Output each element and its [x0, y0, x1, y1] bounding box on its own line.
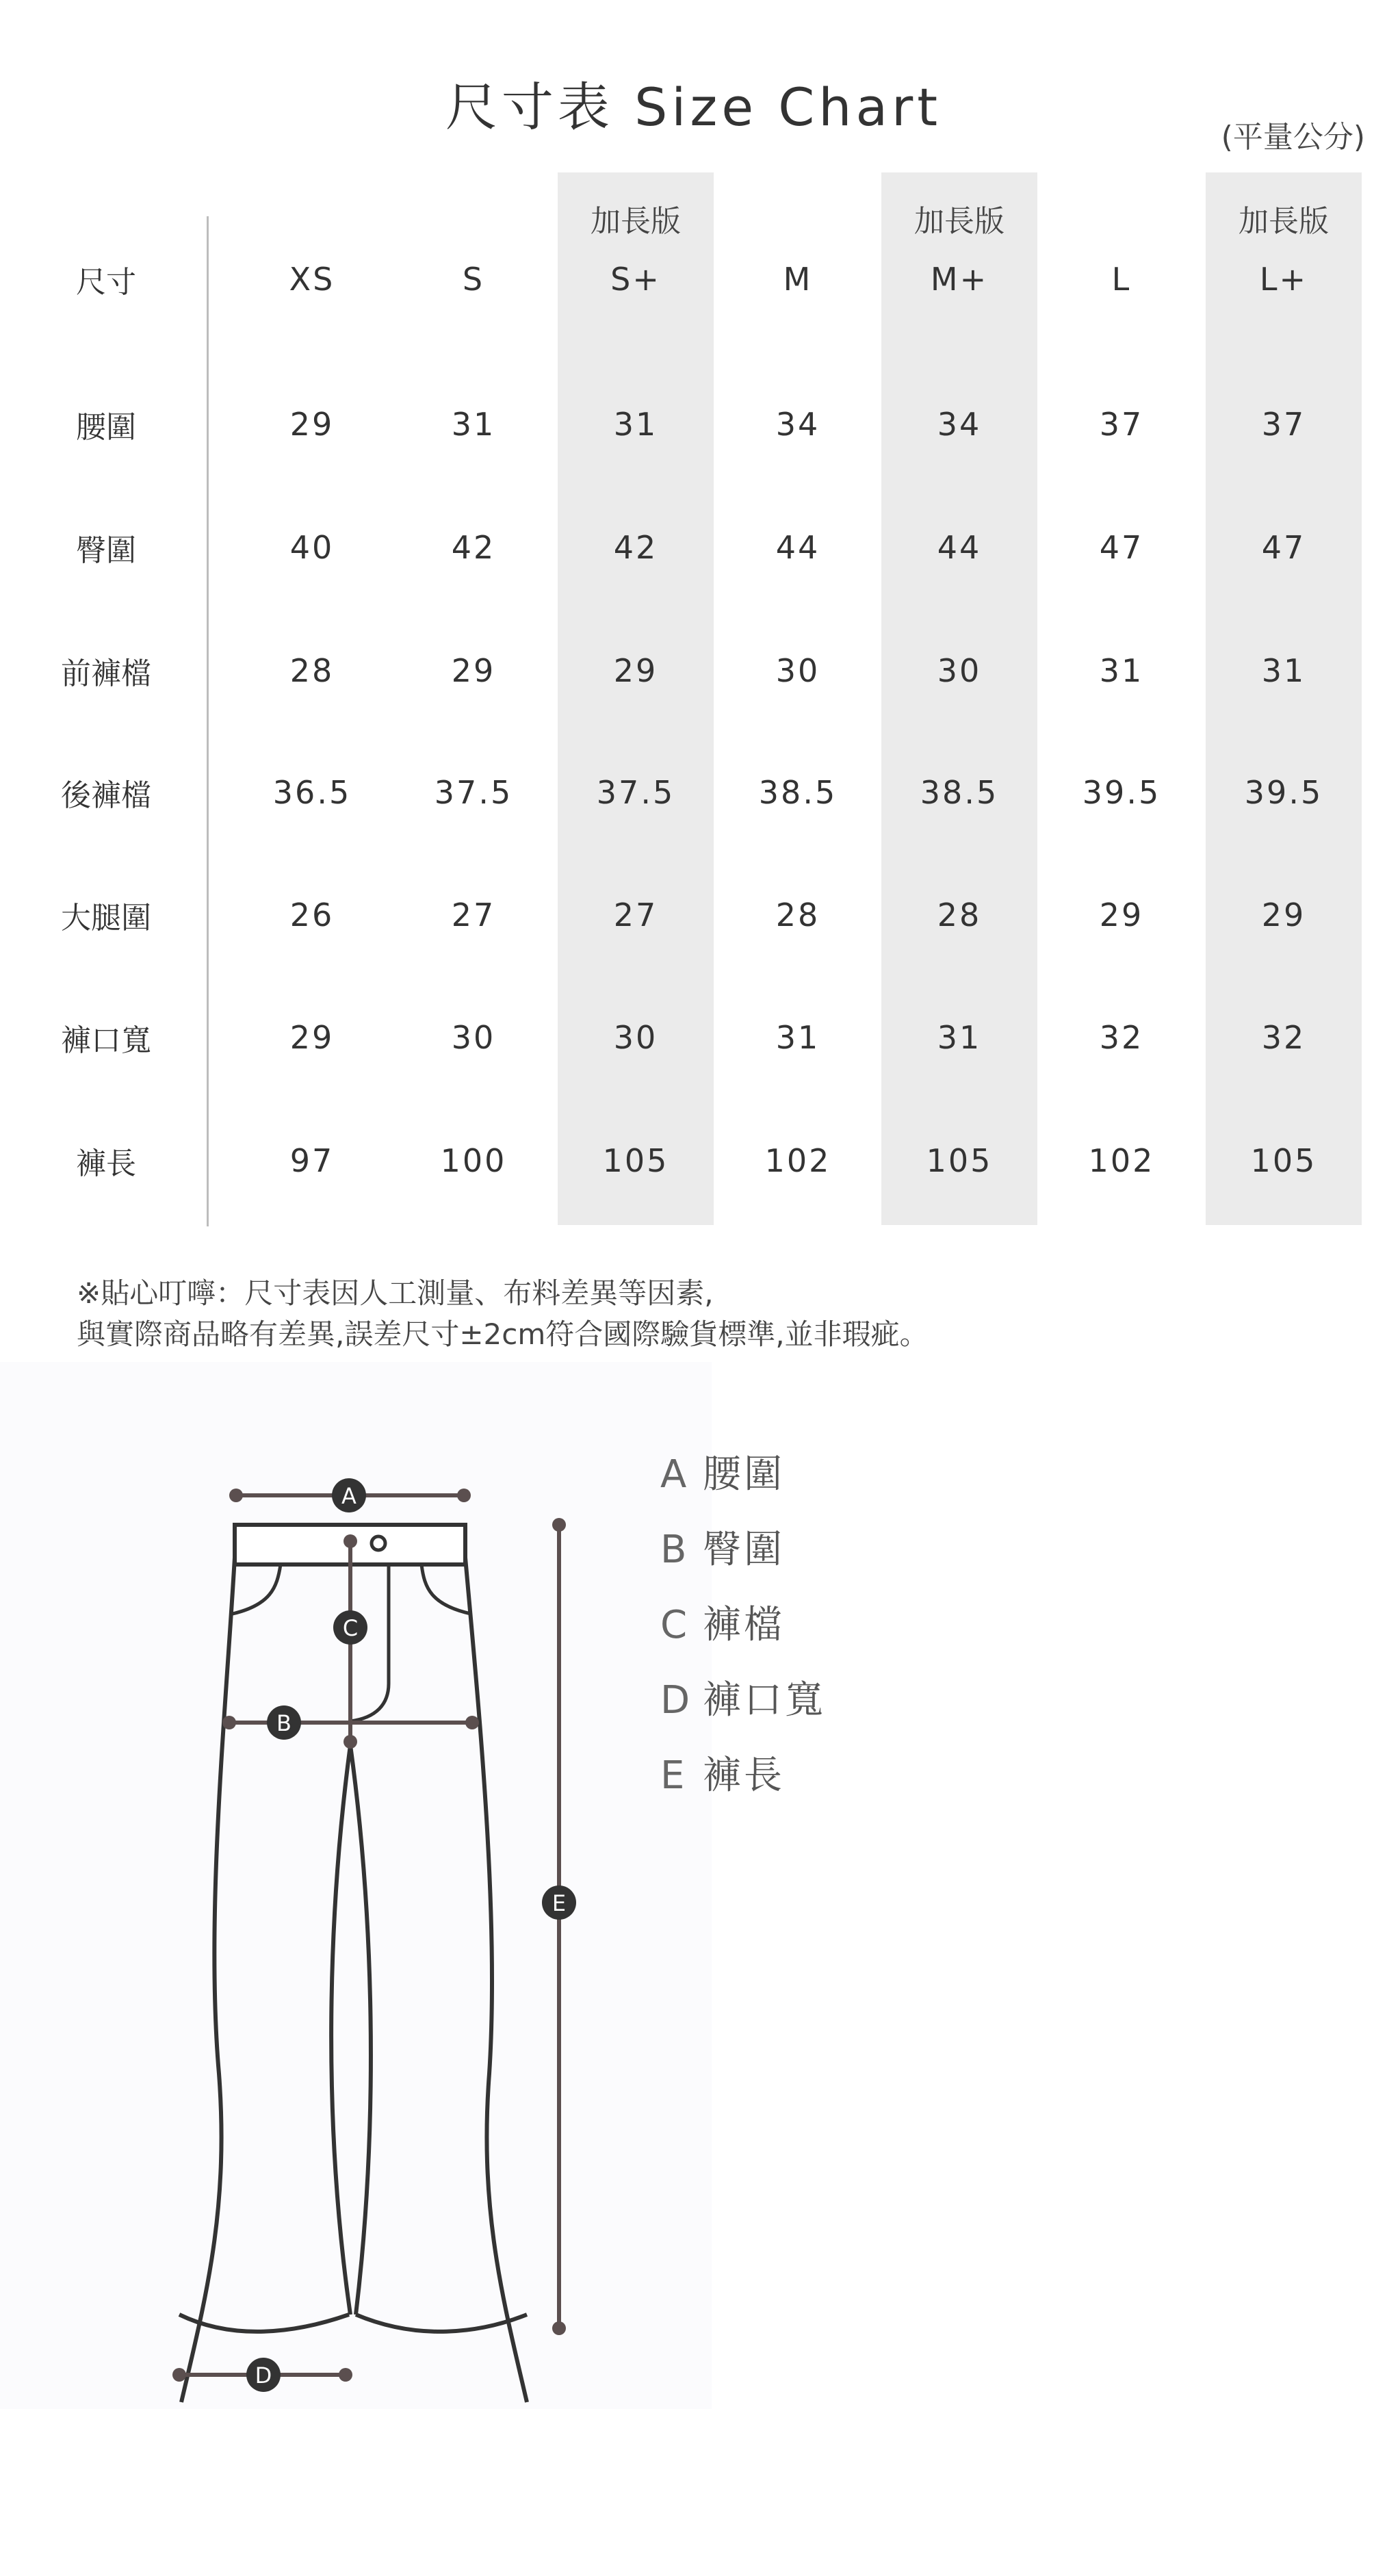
measure-endpoint [552, 1518, 566, 1532]
table-cell: 29 [1099, 897, 1144, 933]
table-cell: 29 [289, 406, 335, 443]
pocket-right [422, 1564, 471, 1614]
extended-column-highlight [881, 172, 1037, 1225]
legend-label: 褲口寬 [703, 1678, 826, 1723]
legend-letter: E [660, 1753, 688, 1798]
table-cell: 31 [1099, 652, 1144, 689]
size-header: L [1111, 261, 1132, 298]
measure-endpoint [465, 1716, 479, 1729]
legend-item-d [660, 1663, 826, 1738]
table-cell: 31 [775, 1019, 820, 1056]
table-divider [207, 216, 209, 1226]
table-cell: 27 [451, 897, 496, 933]
size-header: L+ [1259, 261, 1308, 298]
table-cell: 37.5 [596, 774, 675, 811]
table-cell: 102 [1088, 1142, 1155, 1179]
size-header: S [462, 261, 485, 298]
table-cell: 31 [1261, 652, 1306, 689]
inseam-left [331, 1745, 350, 2315]
care-note [77, 1273, 929, 1355]
table-cell: 28 [775, 897, 820, 933]
row-label: 腰圍 [76, 410, 136, 445]
legend-label: 臀圍 [703, 1528, 785, 1572]
measure-endpoint [229, 1489, 243, 1502]
marker-c-text: C [342, 1615, 359, 1641]
table-cell: 42 [613, 529, 658, 566]
page-title: 尺寸表 Size Chart [445, 77, 942, 138]
measure-endpoint [172, 2368, 186, 2382]
extended-column-highlight [558, 172, 714, 1225]
row-label: 褲口寬 [61, 1023, 151, 1058]
measure-endpoint [457, 1489, 471, 1502]
measure-endpoint [552, 2321, 566, 2335]
pocket-left [233, 1564, 281, 1614]
row-header-label: 尺寸 [76, 265, 136, 300]
table-cell: 44 [937, 529, 982, 566]
legend-letter: B [660, 1528, 690, 1572]
table-cell: 40 [289, 529, 335, 566]
pants-outline-left [181, 1558, 235, 2402]
table-cell: 102 [764, 1142, 831, 1179]
unit-label: (平量公分) [1221, 120, 1365, 155]
size-header: M+ [930, 261, 989, 298]
table-cell: 42 [451, 529, 496, 566]
table-cell: 30 [613, 1019, 658, 1056]
extended-label: 加長版 [591, 204, 681, 239]
measure-endpoint [339, 2368, 352, 2382]
table-cell: 105 [926, 1142, 993, 1179]
table-cell: 39.5 [1244, 774, 1323, 811]
size-header: XS [289, 261, 335, 298]
table-cell: 30 [775, 652, 820, 689]
table-cell: 97 [289, 1142, 335, 1179]
extended-column-highlight [1206, 172, 1362, 1225]
table-cell: 47 [1099, 529, 1144, 566]
measure-endpoint [343, 1735, 357, 1749]
pants-measurement-illustration [0, 1362, 712, 2409]
legend-item-b [660, 1512, 826, 1588]
row-label: 後褲檔 [61, 778, 151, 813]
table-cell: 100 [440, 1142, 507, 1179]
table-cell: 34 [775, 406, 820, 443]
marker-a-text: A [341, 1483, 357, 1509]
table-cell: 105 [602, 1142, 669, 1179]
table-cell: 30 [937, 652, 982, 689]
legend-item-e [660, 1738, 826, 1814]
legend-item-a [660, 1437, 826, 1512]
marker-e-text: E [552, 1890, 567, 1916]
table-cell: 29 [451, 652, 496, 689]
measure-endpoint [222, 1716, 236, 1729]
table-cell: 34 [937, 406, 982, 443]
table-cell: 31 [613, 406, 658, 443]
table-cell: 29 [613, 652, 658, 689]
extended-label: 加長版 [914, 204, 1004, 239]
table-cell: 37.5 [434, 774, 513, 811]
table-cell: 30 [451, 1019, 496, 1056]
legend-label: 腰圍 [703, 1452, 785, 1497]
legend-item-c [660, 1588, 826, 1663]
table-cell: 38.5 [758, 774, 838, 811]
row-label: 臀圍 [76, 533, 136, 568]
legend-letter: C [660, 1603, 690, 1647]
table-cell: 38.5 [920, 774, 999, 811]
table-cell: 28 [937, 897, 982, 933]
care-note-line-1: ※貼心叮嚀：尺寸表因人工測量、布料差異等因素, [77, 1276, 714, 1310]
row-label: 褲長 [76, 1146, 136, 1181]
care-note-line-2: 與實際商品略有差異,誤差尺寸±2cm符合國際驗貨標準,並非瑕疵。 [77, 1317, 929, 1351]
table-cell: 37 [1099, 406, 1144, 443]
table-cell: 29 [1261, 897, 1306, 933]
table-cell: 47 [1261, 529, 1306, 566]
measure-endpoint [343, 1534, 357, 1548]
size-header: S+ [610, 261, 661, 298]
table-cell: 39.5 [1082, 774, 1161, 811]
row-label: 前褲檔 [61, 656, 151, 691]
table-cell: 26 [289, 897, 335, 933]
legend-label: 褲長 [703, 1753, 785, 1798]
extended-label: 加長版 [1239, 204, 1329, 239]
table-cell: 31 [937, 1019, 982, 1056]
table-cell: 32 [1261, 1019, 1306, 1056]
table-cell: 31 [451, 406, 496, 443]
pants-diagram [0, 1362, 712, 2409]
table-cell: 32 [1099, 1019, 1144, 1056]
table-cell: 29 [289, 1019, 335, 1056]
legend-letter: D [660, 1678, 693, 1723]
table-cell: 105 [1250, 1142, 1317, 1179]
legend-label: 褲檔 [703, 1603, 785, 1647]
pants-outline-right [465, 1558, 527, 2402]
hem-left [179, 2315, 349, 2332]
table-cell: 44 [775, 529, 820, 566]
table-cell: 36.5 [272, 774, 352, 811]
table-cell: 27 [613, 897, 658, 933]
table-cell: 28 [289, 652, 335, 689]
marker-d-text: D [255, 2362, 272, 2388]
size-header: M [783, 261, 813, 298]
legend-letter: A [660, 1452, 690, 1497]
hem-right [356, 2315, 527, 2332]
table-cell: 37 [1261, 406, 1306, 443]
inseam-right [350, 1745, 371, 2315]
measurement-legend [660, 1437, 826, 1814]
marker-b-text: B [276, 1710, 291, 1736]
row-label: 大腿圍 [61, 901, 151, 936]
